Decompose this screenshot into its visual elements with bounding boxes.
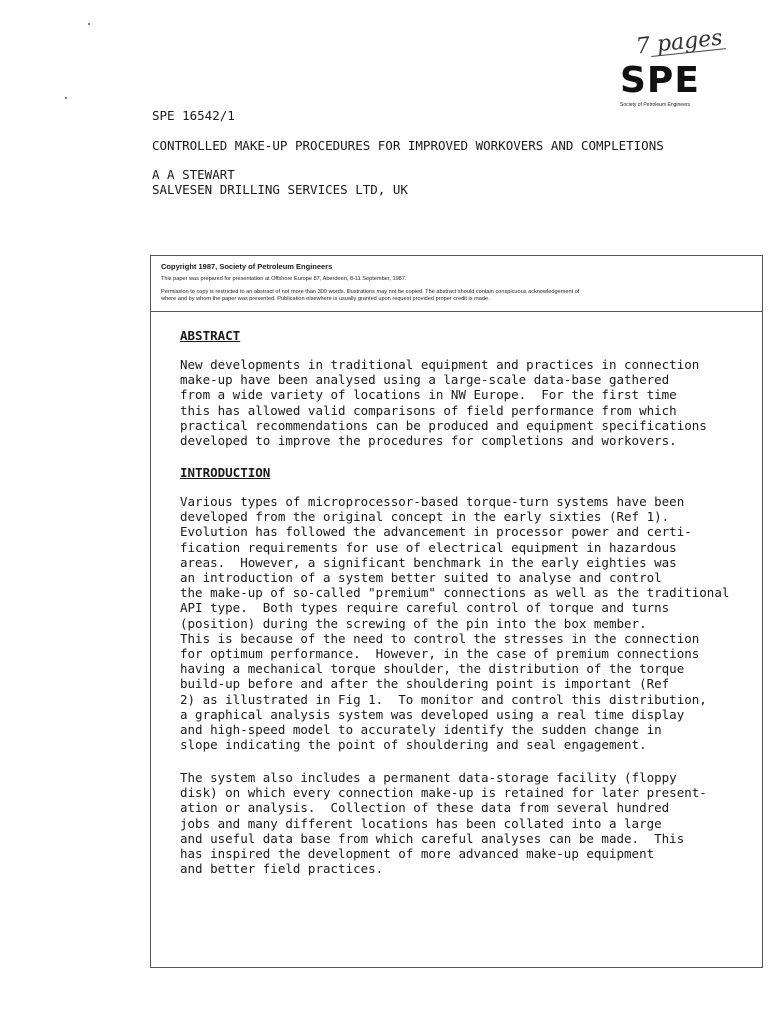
spe-logo-tagline: Society of Petroleum Engineers	[620, 102, 691, 108]
spe-logo: SPE	[620, 60, 700, 101]
copyright-line-3: where and by whom the paper was presented. Publication elsewhere is usually granted upon request provided proper credit is made.	[161, 296, 490, 302]
abstract-heading: ABSTRACT	[180, 328, 241, 343]
introduction-heading: INTRODUCTION	[180, 465, 271, 480]
introduction-paragraph-2: The system also includes a permanent data-storage facility (floppy disk) on which every connection make-up is retained for later present- ation or analysis. Collection of these data from several hundred jobs and many different locations has been collated into a large and useful data base from which careful analyses can be made. This has inspired the development of more advanced make-up equipment and better field practices.	[180, 770, 707, 877]
scan-speck	[88, 23, 90, 25]
copyright-title: Copyright 1987, Society of Petroleum Engineers	[161, 262, 333, 271]
copyright-line-1: This paper was prepared for presentation at Offshore Europe 87, Aberdeen, 8-11 September, 1987.	[161, 276, 407, 282]
introduction-paragraph-1: Various types of microprocessor-based torque-turn systems have been developed from the original concept in the early sixties (Ref 1). Evolution has followed the advancement in processor power and certi- fication requirements for use of electrical equipment in hazardous areas. However, a significant benchmark in the early eighties was an introduction of a system better suited to analyse and control the make-up of so-called "premium" connections as well as the traditional API type. Both types require careful control of torque and turns (position) during the screwing of the pin into the box member. This is because of the need to control the stresses in the connection for optimum performance. However, in the case of premium connections having a mechanical torque shoulder, the distribution of the torque build-up before and after the shouldering point is important (Ref 2) as illustrated in Fig 1. To monitor and control this distribution, a graphical analysis system was developed using a real time display and high-speed model to accurately identify the sudden change in slope indicating the point of shouldering and seal engagement.	[180, 494, 730, 753]
paper-number: SPE 16542/1	[152, 108, 235, 123]
handwritten-page-count: 7 pages	[634, 25, 724, 60]
abstract-paragraph: New developments in traditional equipment and practices in connection make-up have been analysed using a large-scale data-base gathered from a wide variety of locations in NW Europe. For the first time this has allowed valid comparisons of field performance from which practical recommendations can be produced and equipment specifications developed to improve the procedures for completions and workovers.	[180, 357, 707, 449]
paper-title: CONTROLLED MAKE-UP PROCEDURES FOR IMPROVED WORKOVERS AND COMPLETIONS	[152, 138, 664, 153]
copyright-line-2: Permission to copy is restricted to an abstract of not more than 300 words. Illustrations may not be copied. The abstract should contain conspicuous acknowledgement of	[161, 289, 580, 295]
author-name: A A STEWART	[152, 167, 235, 182]
copyright-divider	[150, 311, 763, 312]
author-affiliation: SALVESEN DRILLING SERVICES LTD, UK	[152, 182, 408, 197]
scan-speck	[65, 97, 67, 99]
